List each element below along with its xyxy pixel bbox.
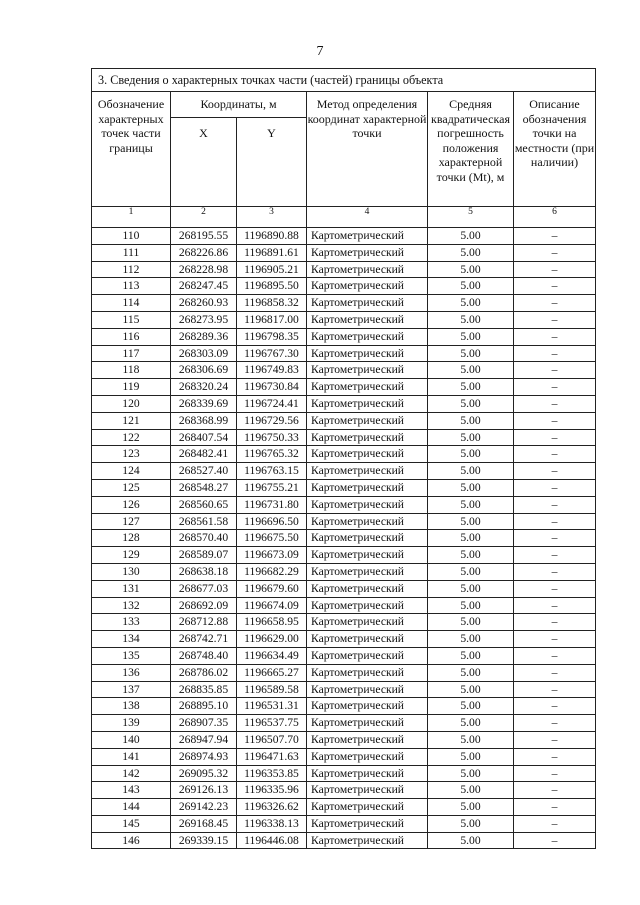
mean-error: 5.00	[428, 395, 514, 412]
mean-error: 5.00	[428, 799, 514, 816]
coordinate-x: 268320.24	[171, 379, 237, 396]
mean-error: 5.00	[428, 664, 514, 681]
table-row	[92, 513, 596, 530]
coordinate-x: 268289.36	[171, 328, 237, 345]
table-row	[92, 244, 596, 261]
header-x: X	[171, 118, 237, 207]
point-id: 111	[92, 244, 171, 261]
point-description: –	[514, 614, 596, 631]
point-id: 143	[92, 782, 171, 799]
point-id: 127	[92, 513, 171, 530]
method: Картометрический	[307, 395, 428, 412]
mean-error: 5.00	[428, 429, 514, 446]
table-row	[92, 731, 596, 748]
method: Картометрический	[307, 597, 428, 614]
column-number: 4	[307, 207, 428, 228]
table-row	[92, 395, 596, 412]
point-description: –	[514, 832, 596, 849]
method: Картометрический	[307, 765, 428, 782]
table-body	[92, 228, 596, 849]
coordinate-y: 1196675.50	[237, 530, 307, 547]
coordinate-x: 268260.93	[171, 295, 237, 312]
point-description: –	[514, 278, 596, 295]
table-row	[92, 278, 596, 295]
section-title: 3. Сведения о характерных точках части (частей) границы объекта	[92, 69, 596, 92]
coordinate-x: 268786.02	[171, 664, 237, 681]
method: Картометрический	[307, 631, 428, 648]
point-id: 130	[92, 563, 171, 580]
coordinate-x: 268589.07	[171, 547, 237, 564]
point-description: –	[514, 446, 596, 463]
point-id: 137	[92, 681, 171, 698]
mean-error: 5.00	[428, 228, 514, 245]
table-row	[92, 311, 596, 328]
mean-error: 5.00	[428, 580, 514, 597]
coordinate-x: 268195.55	[171, 228, 237, 245]
table-row	[92, 715, 596, 732]
coordinate-x: 268748.40	[171, 647, 237, 664]
coordinate-y: 1196858.32	[237, 295, 307, 312]
mean-error: 5.00	[428, 748, 514, 765]
coordinate-y: 1196537.75	[237, 715, 307, 732]
mean-error: 5.00	[428, 614, 514, 631]
mean-error: 5.00	[428, 782, 514, 799]
coordinate-y: 1196589.58	[237, 681, 307, 698]
point-id: 126	[92, 496, 171, 513]
method: Картометрический	[307, 815, 428, 832]
table-row	[92, 614, 596, 631]
method: Картометрический	[307, 412, 428, 429]
table-row	[92, 362, 596, 379]
coordinate-y: 1196890.88	[237, 228, 307, 245]
coordinate-y: 1196798.35	[237, 328, 307, 345]
coordinate-x: 268339.69	[171, 395, 237, 412]
coordinate-y: 1196895.50	[237, 278, 307, 295]
coordinate-x: 268560.65	[171, 496, 237, 513]
point-id: 135	[92, 647, 171, 664]
method: Картометрический	[307, 563, 428, 580]
table-row	[92, 412, 596, 429]
table-row	[92, 228, 596, 245]
table-row	[92, 698, 596, 715]
mean-error: 5.00	[428, 832, 514, 849]
mean-error: 5.00	[428, 597, 514, 614]
method: Картометрический	[307, 782, 428, 799]
method: Картометрический	[307, 463, 428, 480]
coordinate-x: 269095.32	[171, 765, 237, 782]
table-row	[92, 647, 596, 664]
mean-error: 5.00	[428, 647, 514, 664]
mean-error: 5.00	[428, 463, 514, 480]
coordinate-x: 268974.93	[171, 748, 237, 765]
coordinate-y: 1196730.84	[237, 379, 307, 396]
table-row	[92, 631, 596, 648]
table-row	[92, 563, 596, 580]
point-description: –	[514, 311, 596, 328]
point-id: 138	[92, 698, 171, 715]
point-description: –	[514, 479, 596, 496]
mean-error: 5.00	[428, 547, 514, 564]
table-row	[92, 479, 596, 496]
coordinate-y: 1196682.29	[237, 563, 307, 580]
point-id: 145	[92, 815, 171, 832]
coordinate-y: 1196749.83	[237, 362, 307, 379]
point-description: –	[514, 345, 596, 362]
page-number: 7	[316, 44, 324, 59]
method: Картометрический	[307, 479, 428, 496]
coordinate-x: 268306.69	[171, 362, 237, 379]
mean-error: 5.00	[428, 311, 514, 328]
table-row	[92, 446, 596, 463]
point-id: 146	[92, 832, 171, 849]
point-description: –	[514, 698, 596, 715]
method: Картометрический	[307, 295, 428, 312]
coordinate-x: 268895.10	[171, 698, 237, 715]
method: Картометрический	[307, 664, 428, 681]
coordinate-x: 268570.40	[171, 530, 237, 547]
coordinate-x: 268226.86	[171, 244, 237, 261]
coordinate-x: 268677.03	[171, 580, 237, 597]
point-description: –	[514, 731, 596, 748]
coordinate-y: 1196665.27	[237, 664, 307, 681]
method: Картометрический	[307, 530, 428, 547]
point-id: 128	[92, 530, 171, 547]
coordinate-x: 268638.18	[171, 563, 237, 580]
mean-error: 5.00	[428, 261, 514, 278]
coordinate-x: 268407.54	[171, 429, 237, 446]
point-id: 144	[92, 799, 171, 816]
method: Картометрический	[307, 446, 428, 463]
point-id: 118	[92, 362, 171, 379]
point-id: 113	[92, 278, 171, 295]
method: Картометрический	[307, 244, 428, 261]
mean-error: 5.00	[428, 563, 514, 580]
coordinate-y: 1196507.70	[237, 731, 307, 748]
method: Картометрический	[307, 748, 428, 765]
table-row	[92, 597, 596, 614]
column-number: 2	[171, 207, 237, 228]
header-method: Метод определения координат характерной точки	[307, 92, 428, 207]
point-description: –	[514, 496, 596, 513]
table-row	[92, 799, 596, 816]
method: Картометрический	[307, 698, 428, 715]
coordinate-x: 269168.45	[171, 815, 237, 832]
coordinate-y: 1196531.31	[237, 698, 307, 715]
method: Картометрический	[307, 261, 428, 278]
table-row	[92, 664, 596, 681]
point-id: 140	[92, 731, 171, 748]
coordinate-y: 1196673.09	[237, 547, 307, 564]
method: Картометрический	[307, 731, 428, 748]
coordinate-y: 1196891.61	[237, 244, 307, 261]
method: Картометрический	[307, 379, 428, 396]
coordinate-y: 1196750.33	[237, 429, 307, 446]
coordinate-x: 268303.09	[171, 345, 237, 362]
coordinate-x: 269126.13	[171, 782, 237, 799]
coordinate-x: 268947.94	[171, 731, 237, 748]
table-row	[92, 345, 596, 362]
column-number: 5	[428, 207, 514, 228]
method: Картометрический	[307, 614, 428, 631]
table-row	[92, 547, 596, 564]
point-id: 142	[92, 765, 171, 782]
point-id: 139	[92, 715, 171, 732]
point-id: 117	[92, 345, 171, 362]
table-row	[92, 530, 596, 547]
mean-error: 5.00	[428, 715, 514, 732]
mean-error: 5.00	[428, 631, 514, 648]
point-description: –	[514, 799, 596, 816]
mean-error: 5.00	[428, 681, 514, 698]
mean-error: 5.00	[428, 765, 514, 782]
mean-error: 5.00	[428, 479, 514, 496]
header-description: Описание обозначения точки на местности (при наличии)	[514, 92, 596, 207]
method: Картометрический	[307, 547, 428, 564]
point-description: –	[514, 547, 596, 564]
mean-error: 5.00	[428, 412, 514, 429]
point-description: –	[514, 463, 596, 480]
column-number: 6	[514, 207, 596, 228]
header-coordinates: Координаты, м	[171, 92, 307, 118]
column-number: 3	[237, 207, 307, 228]
coordinate-y: 1196729.56	[237, 412, 307, 429]
table-row	[92, 782, 596, 799]
table-row	[92, 748, 596, 765]
coordinate-y: 1196765.32	[237, 446, 307, 463]
coordinate-y: 1196634.49	[237, 647, 307, 664]
method: Картометрический	[307, 513, 428, 530]
mean-error: 5.00	[428, 345, 514, 362]
point-id: 141	[92, 748, 171, 765]
coordinate-y: 1196817.00	[237, 311, 307, 328]
point-id: 114	[92, 295, 171, 312]
point-id: 115	[92, 311, 171, 328]
point-id: 120	[92, 395, 171, 412]
coordinate-x: 268692.09	[171, 597, 237, 614]
point-description: –	[514, 395, 596, 412]
table-row	[92, 463, 596, 480]
table-row	[92, 832, 596, 849]
mean-error: 5.00	[428, 731, 514, 748]
table-row	[92, 295, 596, 312]
method: Картометрический	[307, 715, 428, 732]
point-description: –	[514, 580, 596, 597]
point-description: –	[514, 295, 596, 312]
point-description: –	[514, 664, 596, 681]
coordinate-y: 1196658.95	[237, 614, 307, 631]
mean-error: 5.00	[428, 513, 514, 530]
point-id: 129	[92, 547, 171, 564]
method: Картометрический	[307, 799, 428, 816]
table-row	[92, 261, 596, 278]
table-row	[92, 765, 596, 782]
point-id: 134	[92, 631, 171, 648]
point-description: –	[514, 782, 596, 799]
point-description: –	[514, 715, 596, 732]
coordinate-y: 1196767.30	[237, 345, 307, 362]
point-description: –	[514, 631, 596, 648]
point-id: 116	[92, 328, 171, 345]
coordinate-y: 1196905.21	[237, 261, 307, 278]
point-description: –	[514, 362, 596, 379]
point-description: –	[514, 328, 596, 345]
point-id: 110	[92, 228, 171, 245]
mean-error: 5.00	[428, 244, 514, 261]
mean-error: 5.00	[428, 446, 514, 463]
point-description: –	[514, 597, 596, 614]
point-id: 122	[92, 429, 171, 446]
point-description: –	[514, 412, 596, 429]
method: Картометрический	[307, 278, 428, 295]
method: Картометрический	[307, 362, 428, 379]
column-number: 1	[92, 207, 171, 228]
table-row	[92, 496, 596, 513]
coordinate-y: 1196446.08	[237, 832, 307, 849]
coordinate-x: 268368.99	[171, 412, 237, 429]
coordinate-y: 1196335.96	[237, 782, 307, 799]
coordinate-x: 269142.23	[171, 799, 237, 816]
point-id: 136	[92, 664, 171, 681]
point-id: 131	[92, 580, 171, 597]
point-id: 124	[92, 463, 171, 480]
point-description: –	[514, 765, 596, 782]
coordinate-y: 1196696.50	[237, 513, 307, 530]
point-description: –	[514, 647, 596, 664]
point-description: –	[514, 513, 596, 530]
coordinate-x: 268273.95	[171, 311, 237, 328]
mean-error: 5.00	[428, 496, 514, 513]
coordinate-y: 1196731.80	[237, 496, 307, 513]
point-id: 125	[92, 479, 171, 496]
mean-error: 5.00	[428, 278, 514, 295]
mean-error: 5.00	[428, 295, 514, 312]
coordinate-y: 1196763.15	[237, 463, 307, 480]
point-description: –	[514, 379, 596, 396]
mean-error: 5.00	[428, 530, 514, 547]
mean-error: 5.00	[428, 698, 514, 715]
point-id: 121	[92, 412, 171, 429]
coordinate-y: 1196471.63	[237, 748, 307, 765]
method: Картометрический	[307, 496, 428, 513]
header-designation: Обозначение характерных точек части границы	[92, 92, 171, 207]
point-description: –	[514, 748, 596, 765]
coordinate-y: 1196724.41	[237, 395, 307, 412]
coordinate-x: 268482.41	[171, 446, 237, 463]
coordinate-x: 268548.27	[171, 479, 237, 496]
coordinate-x: 268527.40	[171, 463, 237, 480]
coordinate-y: 1196326.62	[237, 799, 307, 816]
table-row	[92, 815, 596, 832]
point-description: –	[514, 228, 596, 245]
point-description: –	[514, 244, 596, 261]
point-description: –	[514, 563, 596, 580]
method: Картометрический	[307, 228, 428, 245]
point-description: –	[514, 815, 596, 832]
point-id: 133	[92, 614, 171, 631]
point-id: 123	[92, 446, 171, 463]
coordinate-x: 268228.98	[171, 261, 237, 278]
mean-error: 5.00	[428, 379, 514, 396]
point-description: –	[514, 681, 596, 698]
mean-error: 5.00	[428, 362, 514, 379]
coordinate-x: 268247.45	[171, 278, 237, 295]
coordinate-x: 268907.35	[171, 715, 237, 732]
coordinate-x: 268742.71	[171, 631, 237, 648]
characteristic-points-table	[91, 68, 596, 849]
coordinate-y: 1196755.21	[237, 479, 307, 496]
point-id: 119	[92, 379, 171, 396]
table-row	[92, 328, 596, 345]
mean-error: 5.00	[428, 328, 514, 345]
table-row	[92, 429, 596, 446]
table-row	[92, 681, 596, 698]
point-id: 132	[92, 597, 171, 614]
method: Картометрический	[307, 429, 428, 446]
method: Картометрический	[307, 681, 428, 698]
method: Картометрический	[307, 647, 428, 664]
coordinate-y: 1196338.13	[237, 815, 307, 832]
coordinate-x: 269339.15	[171, 832, 237, 849]
coordinate-y: 1196629.00	[237, 631, 307, 648]
mean-error: 5.00	[428, 815, 514, 832]
coordinate-y: 1196674.09	[237, 597, 307, 614]
header-error: Средняя квадратическая погрешность положения характерной точки (Mt), м	[428, 92, 514, 207]
point-id: 112	[92, 261, 171, 278]
coordinate-y: 1196679.60	[237, 580, 307, 597]
method: Картометрический	[307, 580, 428, 597]
table-row	[92, 379, 596, 396]
table-row	[92, 580, 596, 597]
coordinate-x: 268712.88	[171, 614, 237, 631]
method: Картометрический	[307, 832, 428, 849]
point-description: –	[514, 261, 596, 278]
column-number-row	[92, 207, 596, 228]
header-y: Y	[237, 118, 307, 207]
coordinate-y: 1196353.85	[237, 765, 307, 782]
coordinate-x: 268835.85	[171, 681, 237, 698]
method: Картометрический	[307, 311, 428, 328]
point-description: –	[514, 429, 596, 446]
method: Картометрический	[307, 328, 428, 345]
point-description: –	[514, 530, 596, 547]
method: Картометрический	[307, 345, 428, 362]
coordinate-x: 268561.58	[171, 513, 237, 530]
